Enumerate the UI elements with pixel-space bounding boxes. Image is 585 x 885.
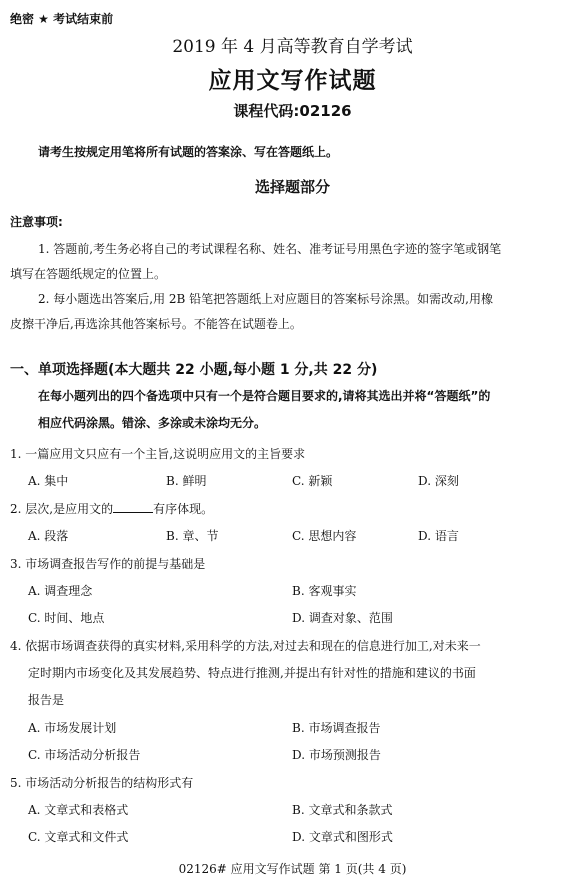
exam-title: 2019 年 4 月高等教育自学考试 [172,37,413,57]
question-3-option-a: A. 调查理念 [28,584,93,598]
question-2-option-d: D. 语言 [418,529,459,543]
question-2-option-a: A. 段落 [28,529,69,543]
question-5-option-c: C. 文章式和文件式 [28,830,129,844]
question-4-option-b: B. 市场调查报告 [292,721,381,735]
question-1-option-b: B. 鲜明 [166,474,207,488]
question-5-option-a: A. 文章式和表格式 [28,803,129,817]
notes-heading: 注意事项: [10,215,63,229]
question-2-stem [10,500,213,517]
confidential-label: 绝密 ★ 考试结束前 [10,12,114,26]
page-footer: 02126# 应用文写作试题 第 1 页(共 4 页) [178,862,407,876]
question-3-option-d: D. 调查对象、范围 [292,611,393,625]
question-1-option-c: C. 新颖 [292,474,333,488]
question-2-stem-post: 有序体现。 [153,502,214,516]
question-1-stem: 1. 一篇应用文只应有一个主旨,这说明应用文的主旨要求 [10,447,306,461]
question-1-option-d: D. 深刻 [418,474,459,488]
question-2-option-b: B. 章、节 [166,529,219,543]
part1-desc-line-1: 在每小题列出的四个备选项中只有一个是符合题目要求的,请将其选出并将“答题纸”的 [38,389,491,403]
question-5-stem: 5. 市场活动分析报告的结构形式有 [10,776,194,790]
question-4-stem-line-3: 报告是 [28,693,65,707]
question-2-stem-pre: 2. 层次,是应用文的 [10,502,114,516]
question-5-option-d: D. 文章式和图形式 [292,830,393,844]
note-1-line-1: 1. 答题前,考生务必将自己的考试课程名称、姓名、准考证号用黑色字迹的签字笔或钢笔 [38,242,502,256]
question-5-option-b: B. 文章式和条款式 [292,803,393,817]
answer-instruction: 请考生按规定用笔将所有试题的答案涂、写在答题纸上。 [38,145,339,159]
question-3-option-c: C. 时间、地点 [28,611,105,625]
question-1-option-a: A. 集中 [28,474,69,488]
question-3-stem: 3. 市场调查报告写作的前提与基础是 [10,557,206,571]
note-2-line-2: 皮擦干净后,再选涂其他答案标号。不能答在试题卷上。 [10,317,302,331]
question-4-option-d: D. 市场预测报告 [292,748,381,762]
answer-blank [113,500,153,513]
question-2-option-c: C. 思想内容 [292,529,357,543]
question-4-stem-line-2: 定时期内市场变化及其发展趋势、特点进行推测,并提出有针对性的措施和建议的书面 [28,666,476,680]
course-code: 课程代码:02126 [233,102,352,120]
note-2-line-1: 2. 每小题选出答案后,用 2B 铅笔把答题纸上对应题目的答案标号涂黑。如需改动,用橡 [38,292,493,306]
note-1-line-2: 填写在答题纸规定的位置上。 [10,267,167,281]
part1-heading: 一、单项选择题(本大题共 22 小题,每小题 1 分,共 22 分) [10,362,378,378]
page-title: 应用文写作试题 [208,68,377,94]
question-3-option-b: B. 客观事实 [292,584,357,598]
question-4-option-c: C. 市场活动分析报告 [28,748,141,762]
section-title: 选择题部分 [254,178,330,196]
question-4-option-a: A. 市场发展计划 [28,721,117,735]
question-4-stem-line-1: 4. 依据市场调查获得的真实材料,采用科学的方法,对过去和现在的信息进行加工,对未来一 [10,639,481,653]
part1-desc-line-2: 相应代码涂黑。错涂、多涂或未涂均无分。 [38,416,267,430]
